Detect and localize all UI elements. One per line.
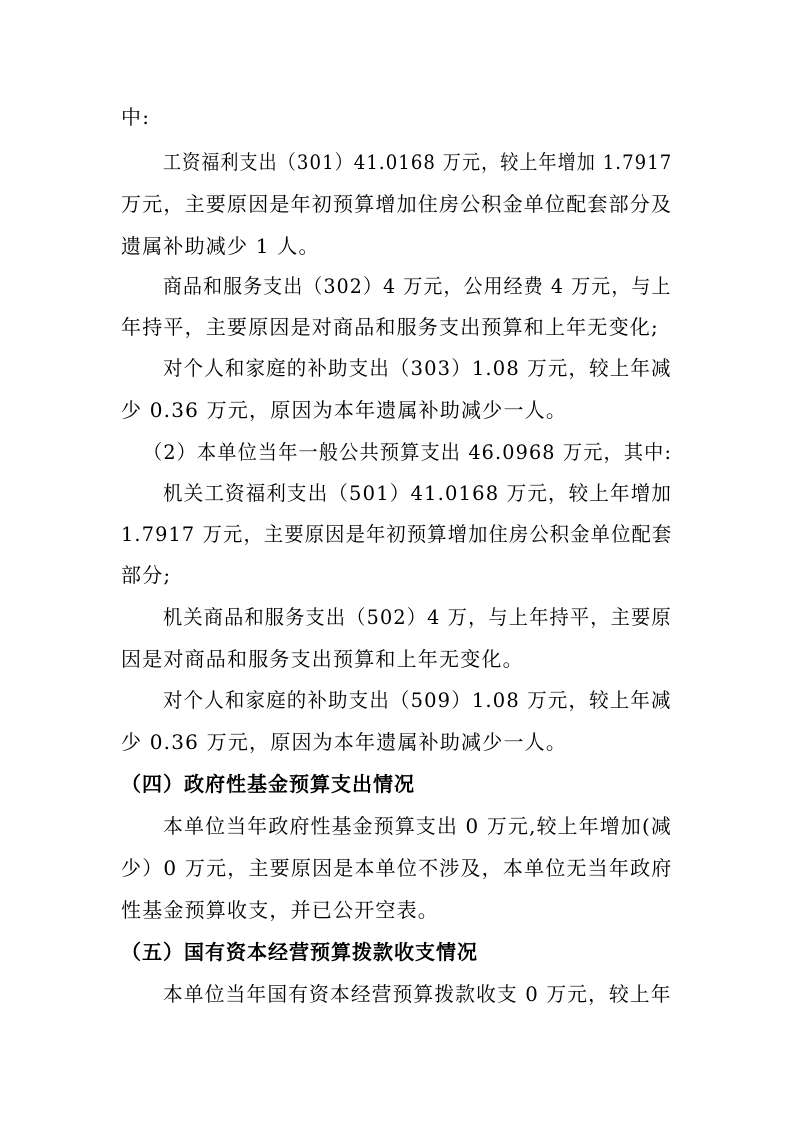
section-heading: （四）政府性基金预算支出情况 (121, 772, 415, 796)
text-line: 性基金预算收支，并已公开空表。 (121, 898, 439, 922)
text-line: 中: (121, 105, 151, 129)
text-line: 少 0.36 万元，原因为本年遗属补助减少一人。 (121, 398, 568, 422)
text-line: 机关商品和服务支出（502）4 万，与上年持平，主要原 (163, 605, 672, 629)
text-line: 商品和服务支出（302）4 万元，公用经费 4 万元，与上 (163, 274, 672, 298)
text-line: 机关工资福利支出（501）41.0168 万元，较上年增加 (163, 481, 673, 505)
text-line: 部分; (121, 563, 172, 587)
text-line: 本单位当年政府性基金预算支出 0 万元,较上年增加(减 (163, 814, 672, 838)
text-line: 年持平，主要原因是对商品和服务支出预算和上年无变化; (121, 315, 659, 339)
text-line: 本单位当年国有资本经营预算拨款收支 0 万元，较上年 (163, 982, 672, 1006)
section-heading: （五）国有资本经营预算拨款收支情况 (121, 940, 478, 964)
text-line: 万元，主要原因是年初预算增加住房公积金单位配套部分及 (121, 192, 673, 216)
text-line: 遗属补助减少 1 人。 (121, 234, 320, 258)
text-line: 对个人和家庭的补助支出（303）1.08 万元，较上年减 (163, 356, 672, 380)
text-line: 少）0 万元，主要原因是本单位不涉及，本单位无当年政府 (121, 856, 673, 880)
text-line: 因是对商品和服务支出预算和上年无变化。 (121, 647, 524, 671)
text-line: （2）本单位当年一般公共预算支出 46.0968 万元，其中: (143, 440, 673, 464)
text-line: 少 0.36 万元，原因为本年遗属补助减少一人。 (121, 730, 568, 754)
text-line: 对个人和家庭的补助支出（509）1.08 万元，较上年减 (163, 688, 672, 712)
text-line: 工资福利支出（301）41.0168 万元，较上年增加 1.7917 (163, 150, 673, 174)
text-line: 1.7917 万元，主要原因是年初预算增加住房公积金单位配套 (121, 522, 673, 546)
